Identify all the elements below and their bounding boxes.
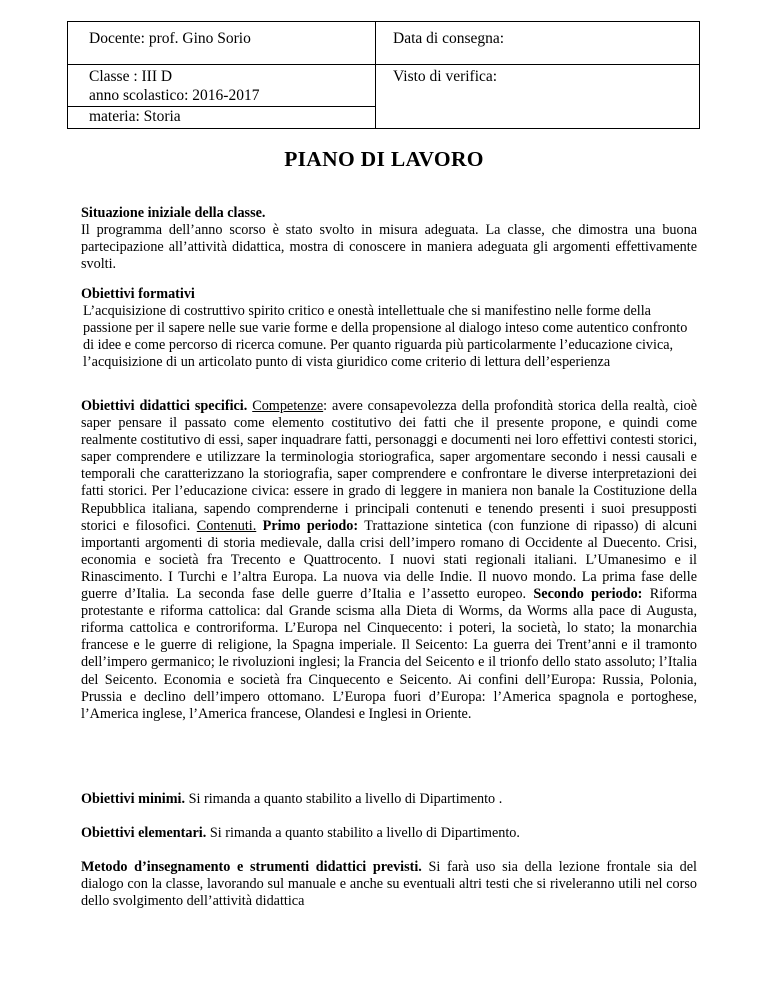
- data-consegna-text: Data di consegna:: [393, 30, 505, 47]
- page-title: PIANO DI LAVORO: [284, 147, 484, 171]
- minimi-section: [81, 791, 697, 808]
- anno-text: anno scolastico: 2016-2017: [89, 87, 260, 104]
- header-table: [67, 21, 700, 129]
- formativi-heading: Obiettivi formativi: [81, 286, 195, 302]
- classe-text: Classe : III D: [89, 68, 173, 85]
- primo-periodo-text: Trattazione sintetica (con funzione di ripasso) di alcuni importanti argomenti di storia medievale, dalla crisi dell’impero romano di Occidente al Duecento. Crisi, economia e società fra Trecento e Quattrocento. I nuovi stati regionali italiani. L’Umanesimo e il Rinascimento. I Turchi e l’altra Europa. La nuova via delle Indie. Il nuovo mondo. La prima fase delle guerre d’Italia. La seconda fase delle guerre d’Italia e l’assetto europeo.: [81, 517, 698, 603]
- metodo-section: [81, 859, 697, 910]
- didattici-section: [81, 398, 697, 723]
- didattici-heading: Obiettivi didattici specifici.: [81, 398, 248, 414]
- classe-cell: [68, 65, 376, 129]
- competenze-text: : avere consapevolezza della profondità storica della realtà, cioè saper pensare il passato come elemento costitutivo dei fatti che il presente propone, e quindi come realmente costitutivo di essi, saper inquadrare fatti, personaggi e documenti nei loro effettivi contesti storici, saper comprendere e utilizzare la terminologia storiografica, saper argomentare secondo i nessi causali e temporali che caratterizzano la storiografia, saper comprendere e confrontare le diverse interpretazioni dei fatti storici. Per l’educazione civica: essere in grado di leggere in maniera non banale la Costituzione della Repubblica italiana, sapendo comprenderne i principali contenuti e tenendo presenti i suoi presupposti storici e filosofici.: [81, 398, 698, 534]
- primo-periodo-label: Primo periodo:: [256, 517, 359, 534]
- elementari-heading: Obiettivi elementari.: [81, 825, 207, 841]
- elementari-text: Si rimanda a quanto stabilito a livello di Dipartimento.: [206, 825, 520, 841]
- formativi-text: L’acquisizione di costruttivo spirito critico e onestà intellettuale che si manifestino nelle forme della passione per il sapere nelle sue varie forme e della propensione al dialogo inteso come autentico confronto di idee e come percorso di ricerca comune. Per quanto riguarda più particolarmente l’educazione civica, l’acquisizione di un articolato punto di vista giuridico come criterio di lettura dell’esperienza: [83, 303, 688, 371]
- minimi-text: Si rimanda a quanto stabilito a livello di Dipartimento .: [185, 791, 503, 807]
- formativi-section: [81, 286, 697, 371]
- contenuti-label: Contenuti.: [196, 517, 257, 534]
- elementari-section: [81, 825, 697, 842]
- data-consegna-cell: [376, 22, 700, 65]
- metodo-text: Si farà uso sia della lezione frontale sia del dialogo con la classe, lavorando sul manuale e anche su eventuali altri testi che si riveleranno utili nel corso dello svolgimento dell’attività didattica: [81, 859, 697, 910]
- secondo-periodo-label: Secondo periodo:: [533, 586, 643, 603]
- materia-text: materia: Storia: [68, 106, 375, 128]
- minimi-heading: Obiettivi minimi.: [81, 791, 186, 807]
- docente-text: Docente: prof. Gino Sorio: [89, 30, 251, 47]
- situazione-heading: Situazione iniziale della classe.: [81, 205, 266, 221]
- docente-cell: [68, 22, 376, 65]
- visto-cell: [376, 65, 700, 129]
- metodo-heading: Metodo d’insegnamento e strumenti didattici previsti.: [81, 859, 422, 875]
- visto-text: Visto di verifica:: [393, 68, 498, 85]
- situazione-text: Il programma dell’anno scorso è stato svolto in misura adeguata. La classe, che dimostra una buona partecipazione all’attività didattica, mostra di conoscere in maniera adeguata gli argomenti effettivamente svolti.: [81, 222, 697, 273]
- secondo-periodo-text: Riforma protestante e riforma cattolica: dal Grande scisma alla Dieta di Worms, da Worms alla pace di Augusta, riforma cattolica e controriforma. L’Europa nel Cinquecento: i poteri, la società, lo stato; la monarchia francese e le guerre di religione, la Spagna imperiale. Il Seicento: La guerra dei Trent’anni e il tramonto dell’impero germanico; le rivoluzioni inglesi; la Francia del Seicento e il trionfo dello stato assoluto; l’Italia del Seicento. Economia e società fra Cinquecento e Seicento. Ai confini dell’Europa: Russia, Polonia, Prussia e declino dell’impero ottomano. L’Europa fuori d’Europa: l’America spagnola e portoghese, l’America inglese, l’America francese, Olandesi e Inglesi in Oriente.: [81, 586, 698, 722]
- situazione-section: [81, 205, 697, 273]
- competenze-label: Competenze: [252, 398, 324, 414]
